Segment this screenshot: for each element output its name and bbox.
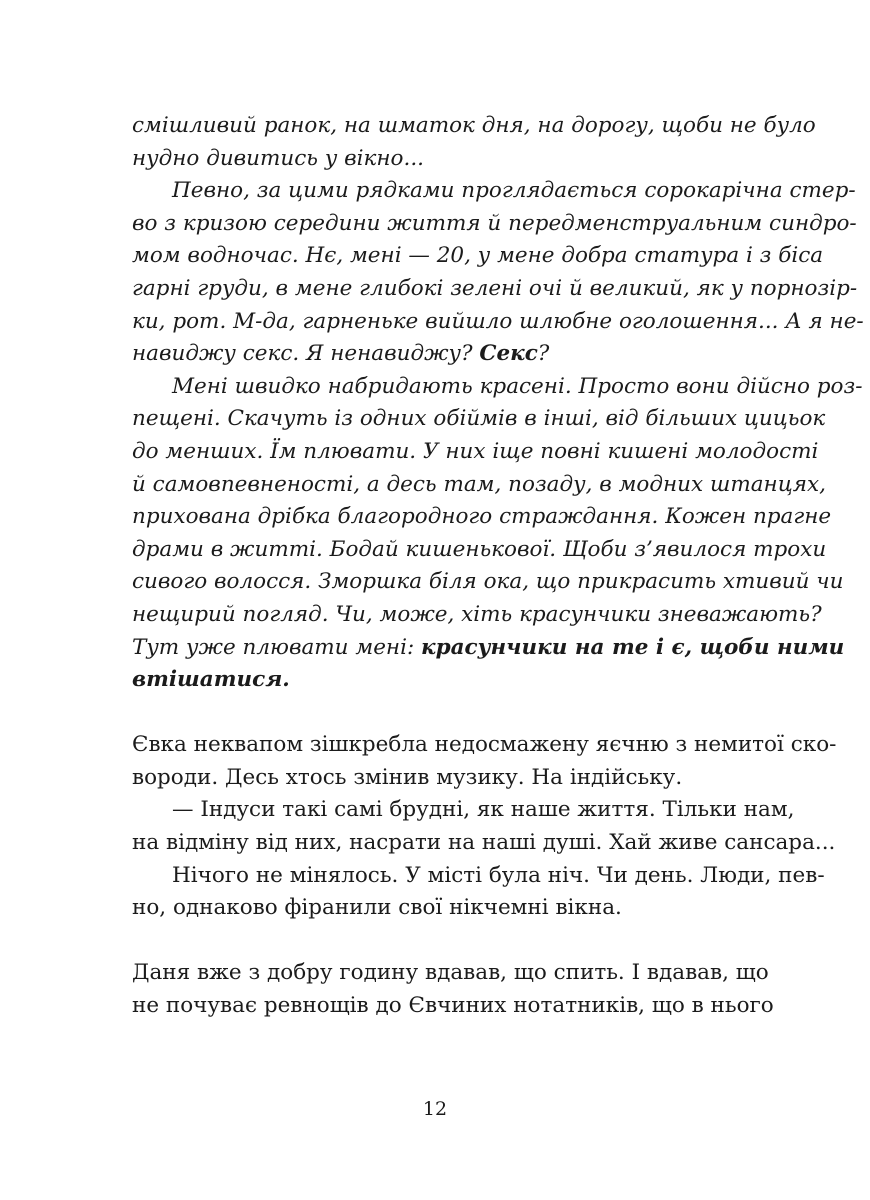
section-break [132,925,756,958]
text-line [132,273,858,306]
text-run: нещирий погляд. Чи, може, хіть красунчики зневажають? [132,601,822,627]
text-line [132,794,795,827]
text-line [132,240,824,273]
text-line [132,599,822,632]
text-run: — Індуси такі самі брудні, як наше життя. Тільки нам, [172,797,795,823]
text-line [132,892,756,925]
text-run: Даня вже з добру годину вдавав, що спить. І вдавав, що [132,960,769,986]
text-run: вороди. Десь хтось змінив музику. На індійську. [132,764,683,790]
text-run: Нічого не мінялось. У місті була ніч. Чи день. Люди, пев- [172,862,825,888]
text-line [132,501,832,534]
text-run: прихована дрібка благородного страждання. Кожен прагне [132,504,832,530]
text-line [132,403,826,436]
text-line [132,338,756,371]
text-run: не почуває ревнощів до Євчиних нотатників, що в нього [132,993,774,1019]
text-line [132,860,825,893]
text-line [132,306,864,339]
text-run: до менших. Їм плювати. У них іще повні кишені молодості [132,438,819,464]
text-run: на відміну від них, насрати на наші душі. Хай живе сансара... [132,830,836,856]
text-line [132,762,756,795]
text-line [132,208,857,241]
text-run: навиджу секс. Я ненавиджу? [132,341,480,367]
text-run: Євка неквапом зішкребла недосмажену яєчню з немитої ско- [132,732,837,758]
text-line [132,110,816,143]
text-line [132,827,836,860]
text-line [132,957,769,990]
text-run: ки, рот. М-да, гарненьке вийшло шлюбне оголошення... А я не- [132,308,864,334]
bold-text: Секс [479,341,538,367]
text-line [132,534,827,567]
italic-section [132,110,864,697]
text-run: мом водночас. Нє, мені — 20, у мене добра статура і з біса [132,243,824,269]
text-line [132,175,856,208]
bold-text: красунчики на те і є, щоби ними [421,634,845,660]
text-run: во з кризою середини життя й передменструальним синдро- [132,210,857,236]
text-line [132,566,844,599]
text-run: смішливий ранок, на шматок дня, на дорогу, щоби не було [132,113,816,138]
section-break [132,697,756,730]
text-run: но, однаково фіранили свої нікчемні вікна. [132,895,622,921]
text-line [132,436,819,469]
text-run: ? [537,341,550,367]
text-run: Певно, за цими рядками проглядається сорокарічна стер- [172,178,856,204]
paragraph [132,729,837,794]
paragraph [132,371,863,697]
text-section [132,957,774,1022]
page-number: 12 [422,1098,448,1120]
text-line [132,632,845,665]
paragraph [132,860,825,925]
text-run: сивого волосся. Зморшка біля ока, що прикрасить хтивий чи [132,569,844,595]
paragraph [132,957,774,1022]
paragraph [132,110,816,175]
text-section [132,729,837,925]
text-line [132,371,863,404]
text-run: й самовпевненості, а десь там, позаду, в модних штанцях, [132,471,826,497]
text-line [132,729,837,762]
paragraph [132,794,836,859]
text-line [132,469,826,502]
text-run: гарні груди, в мене глибокі зелені очі й великий, як у порнозір- [132,275,858,301]
text-run: нудно дивитись у вікно... [132,145,424,171]
text-line [132,990,774,1023]
text-run: Тут уже плювати мені: [132,634,422,660]
paragraph [132,175,864,371]
page-text [132,110,864,1023]
bold-text: втішатися. [132,667,290,693]
text-line [132,143,756,176]
text-run: драми в житті. Бодай кишенькової. Щоби з’явилося трохи [132,536,827,562]
text-run: пещені. Скачуть із одних обіймів в інші, від більших цицьок [132,406,826,432]
text-line [132,664,756,697]
text-run: Мені швидко набридають красені. Просто вони дійсно роз- [172,373,863,399]
